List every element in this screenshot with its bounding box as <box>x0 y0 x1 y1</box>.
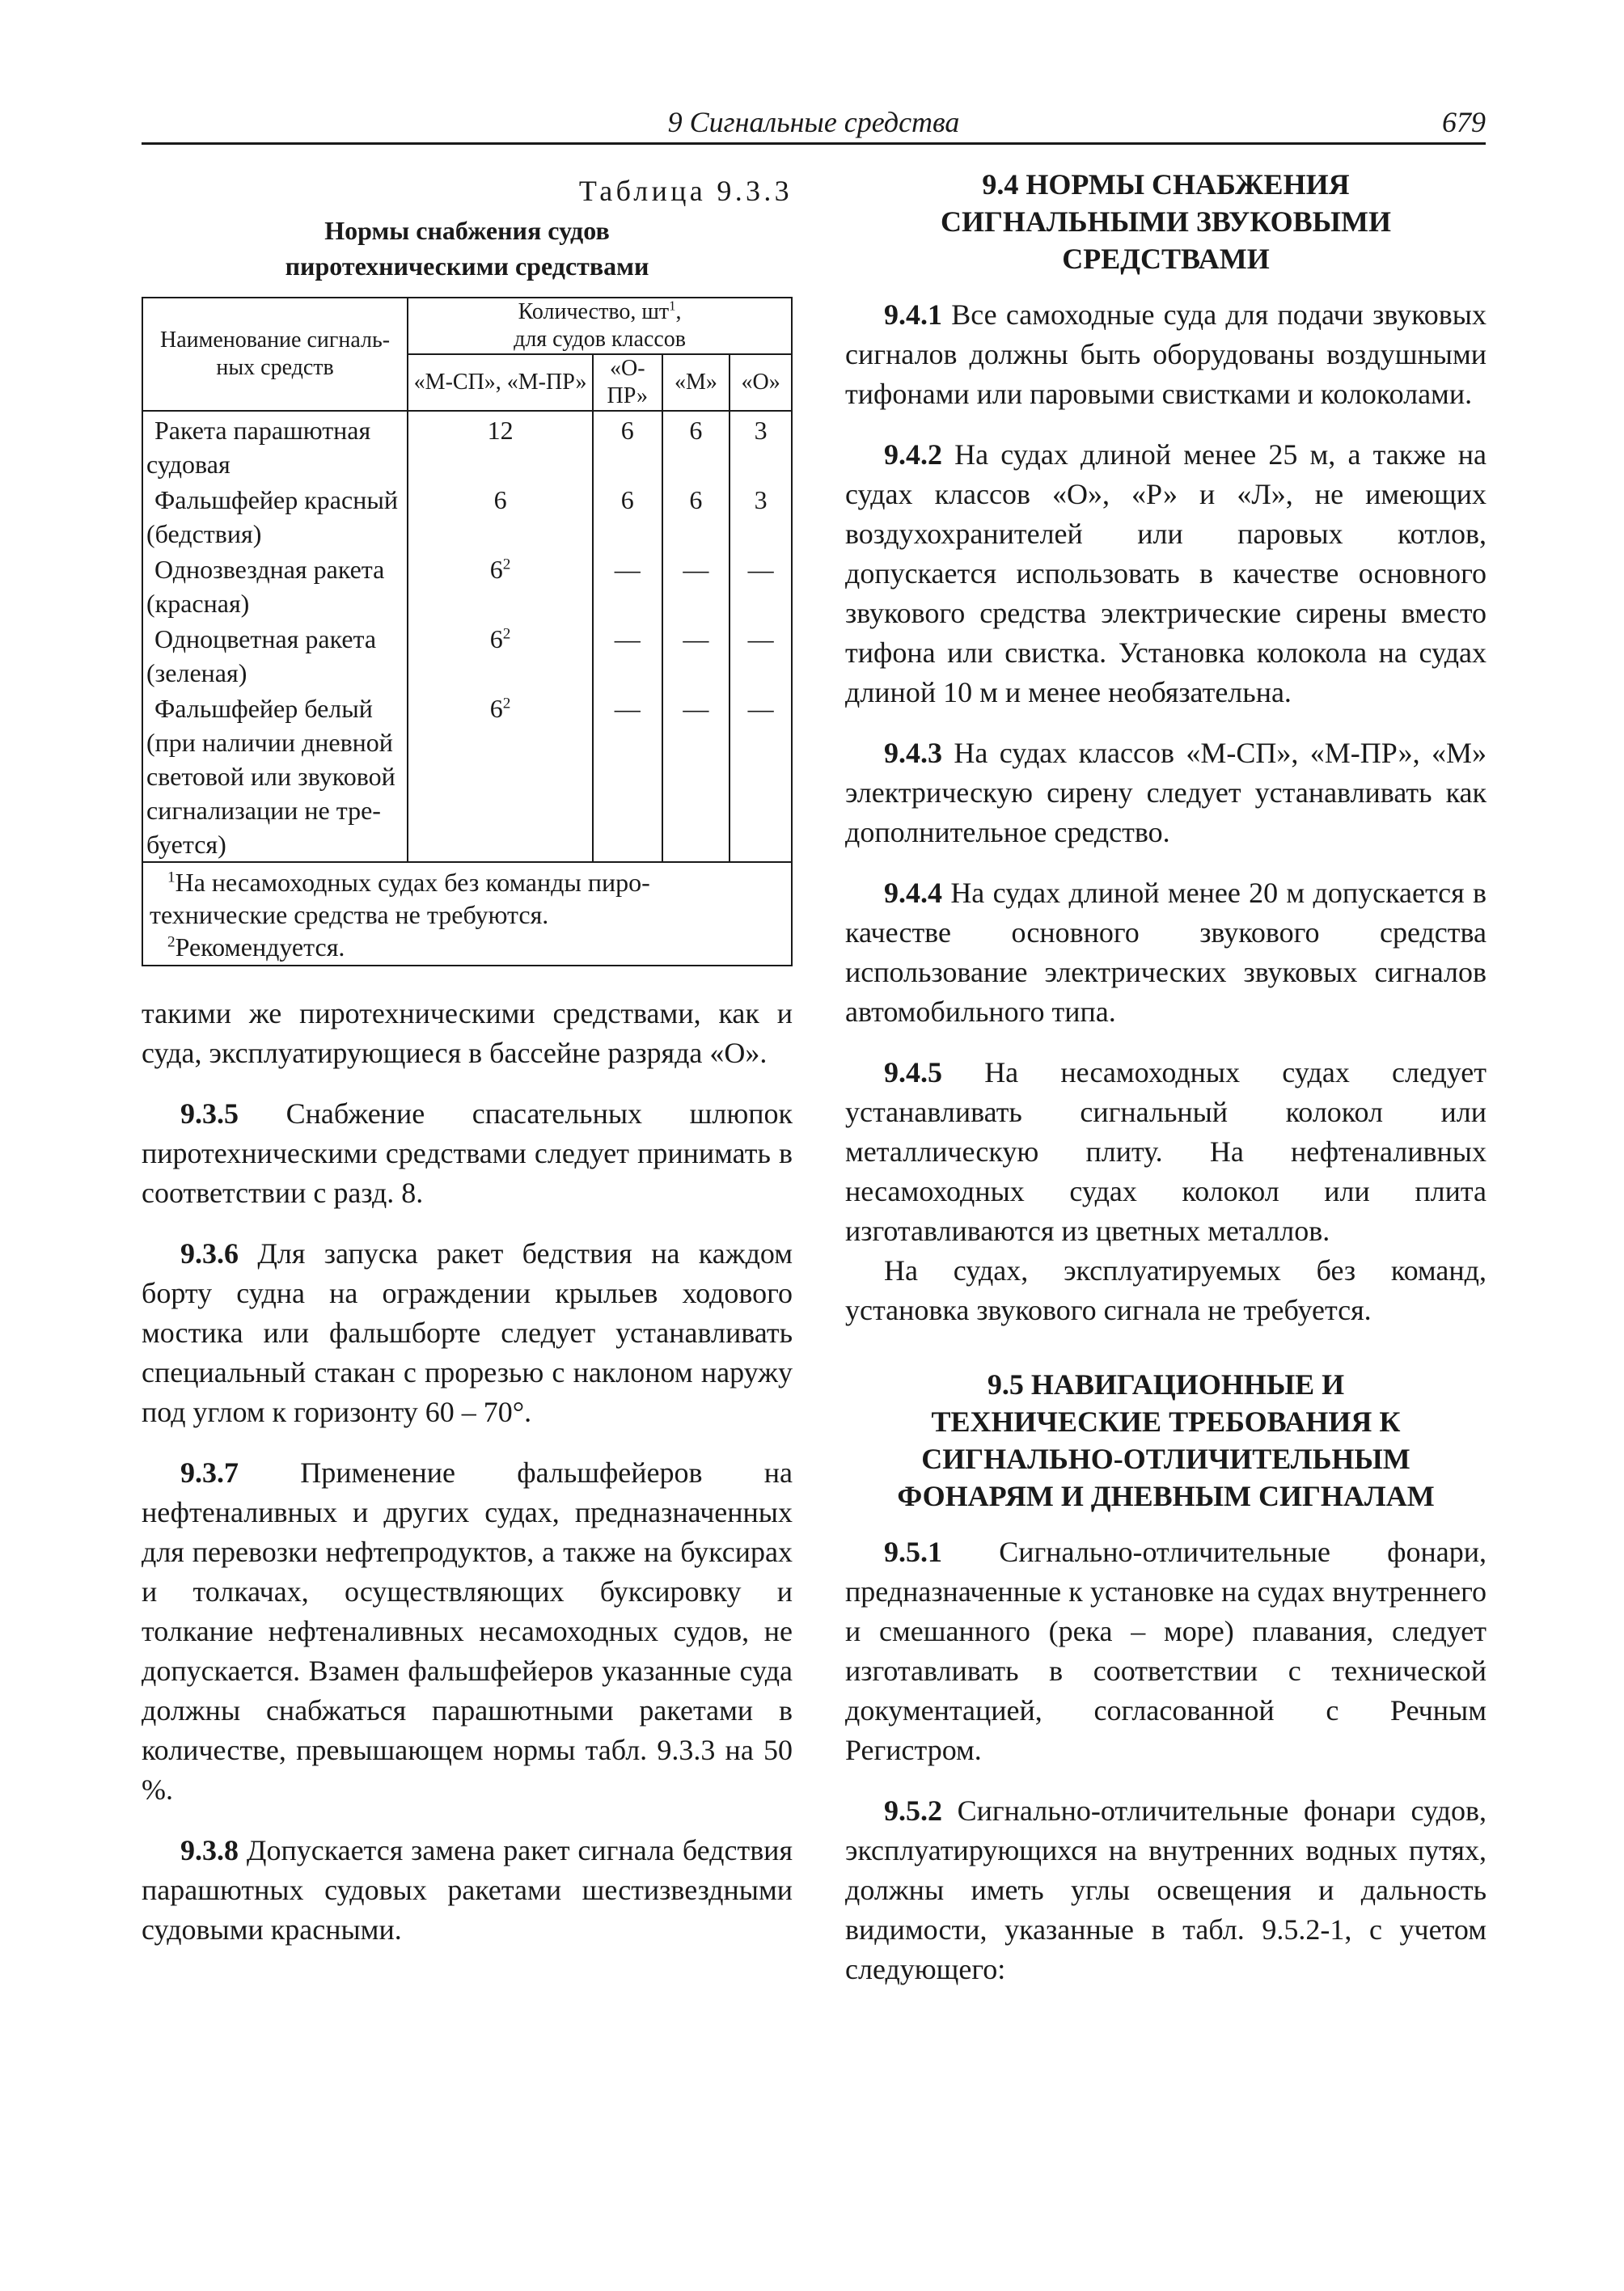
col-header-qty: Количество, $шт^1$, для судов классов <box>408 298 792 354</box>
supply-norms-table <box>142 297 793 966</box>
paragraph-9-4-4: 9.4.4 На судах длиной менее 20 м допускается в качестве основного звукового средства использование электрических звуковых сигналов автомобильного типа. <box>845 877 1487 1028</box>
paragraph-9-3-7: 9.3.7 Применение фальшфейеров на нефтеналивных и других судах, предназначенных для перевозки нефтепродуктов, а также на буксирах и толкачах, осуществляющих буксировку и толкание нефтеналивных несамоходных судов, не допускается. Взамен фальшфейеров указанные суда должны снабжаться парашютными ракетами в количестве, превышающем нормы табл. 9.3.3 на 50 %. <box>142 1456 793 1806</box>
page-number: 679 <box>1442 106 1486 138</box>
table-caption: Таблица 9.3.3 <box>578 175 793 207</box>
right-column <box>845 166 1487 1989</box>
paragraph-9-4-extra: На судах, эксплуатируемых без команд, установка звукового сигнала не требуется. <box>845 1254 1487 1326</box>
table-row: Ракета парашютная судовая 12 6 6 3 <box>142 411 792 481</box>
col-header-name: Наименование сигналь-ных средств <box>142 298 408 411</box>
paragraph-9-4-5: 9.4.5 На несамоходных судах следует устанавливать сигнальный колокол или металлическую плиту. На нефтеналивных несамоходных судах колокол или плита изготавливаются из цветных металлов. <box>845 1056 1487 1247</box>
class-header: «О» <box>730 354 792 411</box>
continuation-text: такими же пиротехническими средствами, как и суда, эксплуатирующиеся в бассейне разряда «О». <box>142 997 793 1069</box>
paragraph-9-5-2: 9.5.2 Сигнально-отличительные фонари судов, эксплуатирующихся на внутренних водных путях, должны иметь углы освещения и дальность видимости, указанные в табл. 9.5.2-1, с учетом следующего: <box>845 1794 1487 1985</box>
table-row: Одноцветная ракета (зеленая) $6^2$ — — — <box>142 620 792 690</box>
table-row: Фальшфейер красный (бедствия) 6 6 6 3 <box>142 481 792 551</box>
running-title: 9 Сигнальные средства <box>667 106 960 138</box>
section-heading-9-4: 9.4 НОРМЫ СНАБЖЕНИЯ СИГНАЛЬНЫМИ ЗВУКОВЫМИ СРЕДСТВАМИ <box>941 168 1391 275</box>
class-header: «М» <box>662 354 730 411</box>
class-header: «М-СП», «М-ПР» <box>408 354 593 411</box>
left-column <box>142 166 793 1950</box>
table-title: Нормы снабжения судов пиротехническими средствами <box>285 216 649 281</box>
paragraph-9-3-8: 9.3.8 Допускается замена ракет сигнала бедствия парашютных судовых ракетами шестизвездными судовыми красными. <box>142 1834 793 1946</box>
paragraph-9-4-1: 9.4.1 Все самоходные суда для подачи звуковых сигналов должны быть оборудованы воздушными тифонами или паровыми свистками и колоколами. <box>845 298 1487 410</box>
paragraph-9-5-1: 9.5.1 Сигнально-отличительные фонари, предназначенные к установке на судах внутреннего и смешанного (река – море) плавания, следует изготавливать в соответствии с технической документацией, согласованной с Речным Регистром. <box>845 1536 1487 1766</box>
table-row: Однозвездная ракета (красная) $6^2$ — — — <box>142 551 792 620</box>
class-header: «О-ПР» <box>593 354 662 411</box>
paragraph-9-4-3: 9.4.3 На судах классов «М-СП», «М-ПР», «М» электрическую сирену следует устанавливать как дополнительное средство. <box>845 737 1487 848</box>
page-header <box>142 102 1486 145</box>
table-footnotes: $^1$На несамоходных судах без команды пиро-технические средства не требуются. $^2$Рекомендуется. <box>142 862 792 966</box>
paragraph-9-4-2: 9.4.2 На судах длиной менее 25 м, а также на судах классов «О», «Р» и «Л», не имеющих воздухохранителей или паровых котлов, допускается использовать в качестве основного звукового средства электрические сирены вместо тифона или свистка. Установка колокола на судах длиной 10 м и менее необязательна. <box>845 438 1487 708</box>
section-heading-9-5: 9.5 НАВИГАЦИОННЫЕ И ТЕХНИЧЕСКИЕ ТРЕБОВАНИЯ К СИГНАЛЬНО-ОТЛИЧИТЕЛЬНЫМ ФОНАРЯМ И ДНЕВНЫМ СИГНАЛАМ <box>897 1368 1435 1512</box>
paragraph-9-3-6: 9.3.6 Для запуска ракет бедствия на каждом борту судна на ограждении крыльев ходового мостика или фальшборте следует устанавливать специальный стакан с прорезью с наклоном наружу под углом к горизонту 60 – 70°. <box>142 1237 793 1428</box>
paragraph-9-3-5: 9.3.5 Снабжение спасательных шлюпок пиротехническими средствами следует принимать в соответствии с разд. 8. <box>142 1097 793 1209</box>
table-row: Фальшфейер белый (при наличии дневной световой или звуковой сигнализации не тре-буется) $6^2$ — — — <box>142 690 792 862</box>
